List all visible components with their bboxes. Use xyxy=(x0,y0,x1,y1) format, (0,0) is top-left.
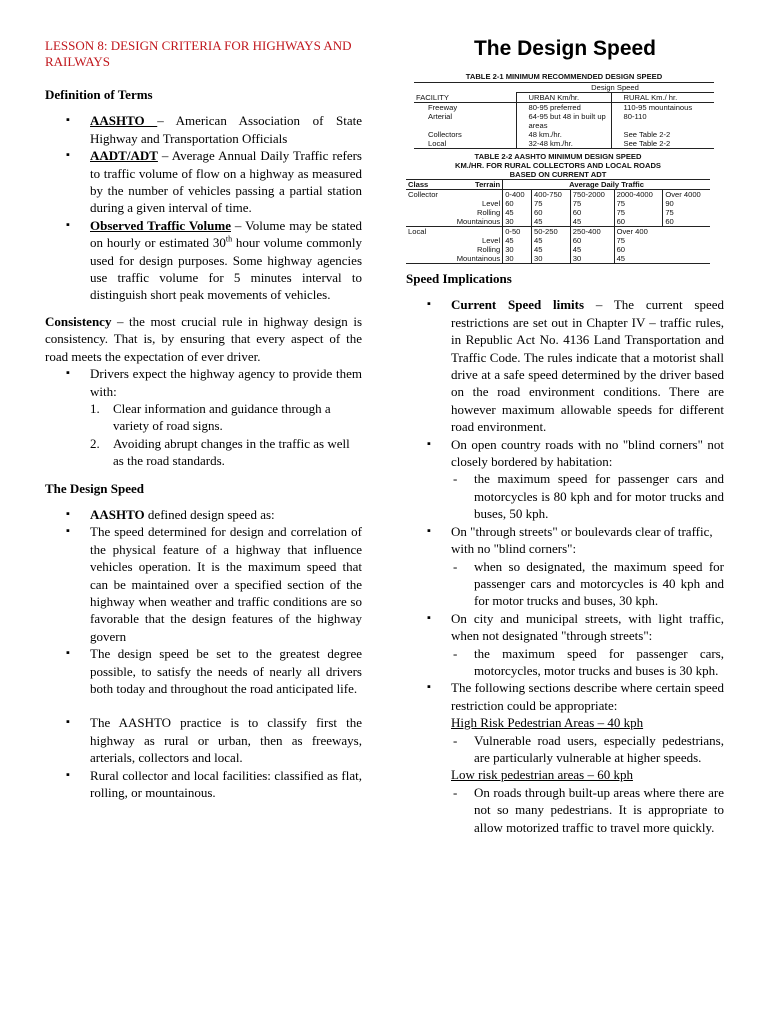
numbered-item: 2. Avoiding abrupt changes in the traffic as well as the road standards. xyxy=(90,435,350,469)
table-2-2-caption-1: TABLE 2-2 AASHTO MINIMUM DESIGN SPEED xyxy=(474,152,642,161)
table-2-1-grid xyxy=(414,83,714,149)
ds-item: ▪ The design speed be set to the greatest degree possible, to satisfy the needs of nearly all drivers both today and throughout the road anticipated life. xyxy=(45,645,362,697)
lesson-title: LESSON 8: DESIGN CRITERIA FOR HIGHWAYS AND RAILWAYS xyxy=(45,38,352,69)
open-roads-item: ▪ On open country roads with no "blind corners" not closely bordered by habitation: - the maximum speed for passenger cars and motorcycles is 80 kph and for motor trucks and buses, 50 kph. xyxy=(406,436,724,523)
table-header: Class xyxy=(406,180,446,190)
dash-item: - Vulnerable road users, especially pedestrians, are particularly vulnerable at higher speeds. xyxy=(451,732,724,767)
ds-item: ▪ AASHTO defined design speed as: xyxy=(45,506,362,523)
table-2-1 xyxy=(414,72,714,149)
table-row: Mountainous 30 30 30 45 xyxy=(406,254,710,264)
design-speed-heading: The Design Speed xyxy=(45,480,144,496)
low-risk-heading: Low risk pedestrian areas – 60 kph xyxy=(451,767,633,783)
design-speed-list xyxy=(45,506,362,697)
speed-implications-list xyxy=(406,296,724,836)
term-observed-volume: ▪ Observed Traffic Volume – Volume may be stated on hourly or estimated 30th hour volume commonly used for design purposes. Some highway agencies use traffic volume for 5 minutes interval to distinguish short peak movements of vehicles. xyxy=(45,217,362,304)
table-row: Arterial 64-95 but 48 in built up areas 80-110 xyxy=(414,112,714,130)
consistency-paragraph: Consistency – the most crucial rule in highway design is consistency. That is, by ensuring that every aspect of the road meets the expectation of ever driver. xyxy=(45,313,362,364)
ds-item: ▪ Rural collector and local facilities: classified as flat, rolling, or mountainous. xyxy=(45,767,362,802)
design-speed-title: The Design Speed xyxy=(473,37,657,60)
table-header: FACILITY xyxy=(414,93,516,103)
table-row: Local 32-48 km./hr. See Table 2-2 xyxy=(414,139,714,149)
numbered-item: 1. Clear information and guidance through a variety of road signs. xyxy=(90,400,331,434)
ds-item: ▪ The AASHTO practice is to classify first the highway as rural or urban, then as freeways, arterials, collectors and local. xyxy=(45,714,362,766)
table-2-2-caption-2: KM./HR. FOR RURAL COLLECTORS AND LOCAL ROADS xyxy=(454,161,661,170)
drivers-expect: ▪ Drivers expect the highway agency to provide them with: xyxy=(45,365,362,400)
table-header: Design Speed xyxy=(516,83,714,93)
numbered-list xyxy=(45,400,362,470)
table-2-2-grid xyxy=(406,179,710,264)
dash-item: - the maximum speed for passenger cars and motorcycles is 80 kph and for motor trucks and buses, 50 kph. xyxy=(451,470,724,522)
city-streets-item: ▪ On city and municipal streets, with light traffic, when not designated "through streets": - the maximum speed for passenger cars, motorcycles, motor trucks and buses is 30 kph. xyxy=(406,610,724,680)
design-speed-list-2 xyxy=(45,714,362,801)
table-2-1-caption: TABLE 2-1 MINIMUM RECOMMENDED DESIGN SPEED xyxy=(414,72,714,83)
current-limits-item: ▪ Current Speed limits – The current speed restrictions are set out in Chapter IV – traffic rules, in Republic Act No. 4136 Land Transportation and Traffic Code. The rules indicate that a motorist shall drive at a safe speed determined by the driver based on the road environment conditions. There are however maximum allowable speeds for different road environment. xyxy=(406,296,724,435)
table-header: URBAN Km/hr. xyxy=(516,93,611,103)
table-row: Mountainous 30 45 45 60 60 xyxy=(406,217,710,227)
definition-heading: Definition of Terms xyxy=(45,87,153,102)
table-2-2 xyxy=(406,152,710,264)
table-row: Level 60 75 75 75 90 xyxy=(406,199,710,208)
terms-list xyxy=(45,112,362,303)
term-aashto: ▪ AASHTO – American Association of State Highway and Transportation Officials xyxy=(45,112,362,147)
table-row: Rolling 30 45 45 60 xyxy=(406,245,710,254)
dash-item: - when so designated, the maximum speed for passenger cars and motorcycles is 40 kph and for motor trucks and buses, 30 kph. xyxy=(451,558,724,610)
following-sections-item: ▪ The following sections describe where certain speed restriction could be appropriate: High Risk Pedestrian Areas – 40 kph - Vulnerable road users, especially pedestrians, are particularly vulnerable at higher speeds. Low risk pedestrian areas – 60 kph - On roads through built-up areas where there are not so many pedestrians. It is appropriate to allow motorized traffic to travel more quickly. xyxy=(406,679,724,836)
dash-item: - On roads through built-up areas where there are not so many pedestrians. It is appropriate to allow motorized traffic to travel more quickly. xyxy=(451,784,724,836)
table-row: Rolling 45 60 60 75 75 xyxy=(406,208,710,217)
right-column xyxy=(406,36,724,836)
term-aadt: ▪ AADT/ADT – Average Annual Daily Traffic refers to traffic volume of flow on a highway as measured by the number of vehicles passing a partial station during a given interval of time. xyxy=(45,147,362,217)
high-risk-heading: High Risk Pedestrian Areas – 40 kph xyxy=(451,715,644,731)
dash-item: - the maximum speed for passenger cars, motorcycles, motor trucks and buses is 30 kph. xyxy=(451,645,724,680)
ds-item: ▪ The speed determined for design and correlation of the physical feature of a highway that influence vehicles operation. It is the maximum speed that can be maintained over a specified section of the highway when weather and traffic conditions are so favorable that the design features of the highway govern xyxy=(45,523,362,645)
table-header: Average Daily Traffic xyxy=(503,180,710,190)
speed-implications-heading: Speed Implications xyxy=(406,271,512,286)
table-2-2-caption-3: BASED ON CURRENT ADT xyxy=(509,170,607,179)
table-header: Terrain xyxy=(446,180,503,190)
table-row: Collectors 48 km./hr. See Table 2-2 xyxy=(414,130,714,139)
table-row: Collector 0-400 400-750 750-2000 2000-4000 Over 4000 xyxy=(406,190,710,200)
table-row: Freeway 80-95 preferred 110-95 mountainous xyxy=(414,103,714,113)
table-row: Local 0-50 50-250 250-400 Over 400 xyxy=(406,227,710,237)
table-header: RURAL Km./ hr. xyxy=(611,93,714,103)
left-column xyxy=(45,38,362,801)
drivers-list xyxy=(45,365,362,400)
table-row: Level 45 45 60 75 xyxy=(406,236,710,245)
through-streets-item: ▪ On "through streets" or boulevards clear of traffic, with no "blind corners": - when so designated, the maximum speed for passenger cars and motorcycles is 40 kph and for motor trucks and buses, 30 kph. xyxy=(406,523,724,610)
